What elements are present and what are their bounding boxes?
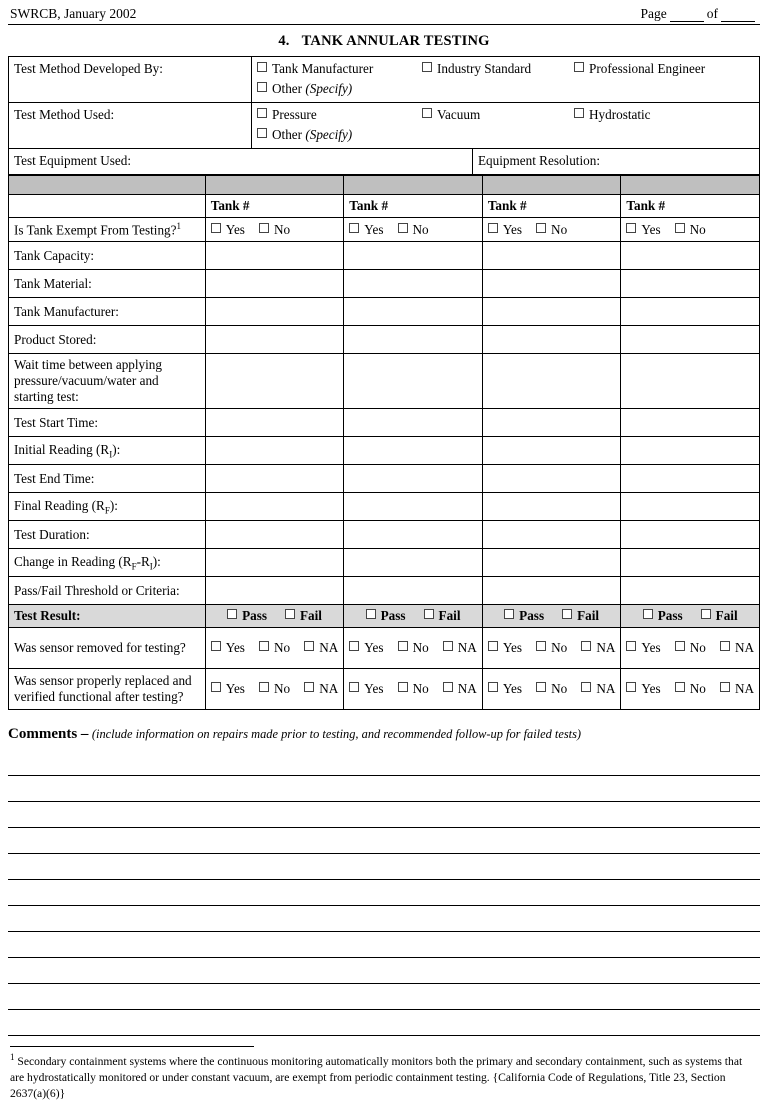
checkbox-box-icon[interactable] xyxy=(304,641,314,651)
test-method-used-row xyxy=(9,103,760,149)
gray-cell xyxy=(205,176,344,195)
wait-tank-1[interactable] xyxy=(205,354,344,409)
product-tank-2[interactable] xyxy=(344,326,483,354)
checkbox-box-icon[interactable] xyxy=(488,682,498,692)
checkbox-box-icon[interactable] xyxy=(443,641,453,651)
comment-line[interactable] xyxy=(8,984,760,1010)
checkbox-yes[interactable]: Yes xyxy=(626,681,660,697)
header-page-number xyxy=(641,6,759,22)
comment-line[interactable] xyxy=(8,802,760,828)
comments-area[interactable] xyxy=(8,750,760,1036)
checkbox-other-used[interactable] xyxy=(257,127,754,143)
checkbox-box-icon[interactable] xyxy=(259,682,269,692)
change-tank-1[interactable] xyxy=(205,549,344,577)
result-tank-3[interactable] xyxy=(482,605,621,628)
page-header xyxy=(8,4,760,22)
row-label-product-stored: Product Stored: xyxy=(9,326,206,354)
footnote-divider xyxy=(10,1046,254,1047)
page-word: Page xyxy=(640,6,667,21)
duration-tank-2[interactable] xyxy=(344,521,483,549)
checkbox-box-icon[interactable] xyxy=(536,641,546,651)
start-tank-1[interactable] xyxy=(205,409,344,437)
checkbox-no[interactable]: No xyxy=(536,640,567,656)
checkbox-box-icon[interactable] xyxy=(366,609,376,619)
table-row-duration xyxy=(9,521,760,549)
checkbox-na[interactable]: NA xyxy=(443,681,477,697)
table-row-start-time xyxy=(9,409,760,437)
checkbox-no[interactable]: No xyxy=(259,640,290,656)
checkbox-box-icon[interactable] xyxy=(304,682,314,692)
test-method-used-options xyxy=(252,103,760,149)
checkbox-box-icon[interactable] xyxy=(257,62,267,72)
end-tank-4[interactable] xyxy=(621,465,760,493)
test-method-developed-row xyxy=(9,57,760,103)
comment-line[interactable] xyxy=(8,776,760,802)
duration-tank-3[interactable] xyxy=(482,521,621,549)
exempt-tank-3[interactable] xyxy=(482,218,621,242)
row-label-initial-reading: Initial Reading $(R_I)$: xyxy=(9,437,206,465)
product-tank-1[interactable] xyxy=(205,326,344,354)
manufacturer-tank-4[interactable] xyxy=(621,298,760,326)
initial-tank-4[interactable] xyxy=(621,437,760,465)
table-row-end-time xyxy=(9,465,760,493)
checkbox-box-icon[interactable] xyxy=(398,641,408,651)
checkbox-box-icon[interactable] xyxy=(443,682,453,692)
checkbox-box-icon[interactable] xyxy=(675,641,685,651)
footnote-text: Secondary containment systems where the continuous monitoring automatically monitors both the primary and secondary containment, such as systems that are hydrostatically monitored or under constant vacuum, are exempt from periodic containment testing. {California Code of Regulations, Title 23, Section 2637(a)(6)} xyxy=(10,1055,743,1100)
material-tank-3[interactable] xyxy=(482,270,621,298)
sensor-replaced-tank-3[interactable] xyxy=(482,669,621,710)
checkbox-na[interactable]: NA xyxy=(720,681,754,697)
table-row-material xyxy=(9,270,760,298)
comment-line[interactable] xyxy=(8,880,760,906)
product-tank-4[interactable] xyxy=(621,326,760,354)
equipment-resolution-label[interactable]: Equipment Resolution: xyxy=(473,149,760,175)
checkbox-fail[interactable]: Fail xyxy=(562,608,599,624)
capacity-tank-2[interactable] xyxy=(344,242,483,270)
checkbox-box-icon[interactable] xyxy=(349,682,359,692)
checkbox-box-icon[interactable] xyxy=(211,223,221,233)
checkbox-yes[interactable]: Yes xyxy=(626,640,660,656)
gray-cell xyxy=(9,176,206,195)
start-tank-3[interactable] xyxy=(482,409,621,437)
checkbox-yes[interactable]: Yes xyxy=(211,681,245,697)
checkbox-yes[interactable]: Yes xyxy=(349,640,383,656)
checkbox-fail[interactable]: Fail xyxy=(424,608,461,624)
checkbox-box-icon[interactable] xyxy=(422,62,432,72)
checkbox-box-icon[interactable] xyxy=(424,609,434,619)
wait-tank-2[interactable] xyxy=(344,354,483,409)
checkbox-box-icon[interactable] xyxy=(562,609,572,619)
comment-line[interactable] xyxy=(8,750,760,776)
gray-cell xyxy=(482,176,621,195)
checkbox-pass[interactable]: Pass xyxy=(643,608,683,624)
manufacturer-tank-1[interactable] xyxy=(205,298,344,326)
checkbox-box-icon[interactable] xyxy=(720,641,730,651)
row-label-change-reading: Change in Reading $(R_F-R_I)$: xyxy=(9,549,206,577)
checkbox-professional-engineer[interactable] xyxy=(574,61,705,77)
change-tank-3[interactable] xyxy=(482,549,621,577)
tank-header-4[interactable]: Tank # xyxy=(621,195,760,218)
sensor-replaced-tank-4[interactable] xyxy=(621,669,760,710)
checkbox-no[interactable]: No xyxy=(398,681,429,697)
checkbox-no[interactable]: No xyxy=(259,222,290,238)
sensor-replaced-tank-1[interactable] xyxy=(205,669,344,710)
checkbox-na[interactable]: NA xyxy=(443,640,477,656)
row-label-exempt: Is Tank Exempt From Testing?$^1$ xyxy=(9,218,206,242)
sensor-removed-tank-2[interactable] xyxy=(344,628,483,669)
checkbox-na[interactable]: NA xyxy=(581,681,615,697)
checkbox-label: Other xyxy=(272,81,303,96)
tank-header-2[interactable]: Tank # xyxy=(344,195,483,218)
checkbox-box-icon[interactable] xyxy=(349,641,359,651)
capacity-tank-1[interactable] xyxy=(205,242,344,270)
checkbox-fail[interactable]: Fail xyxy=(701,608,738,624)
sensor-removed-tank-4[interactable] xyxy=(621,628,760,669)
duration-tank-1[interactable] xyxy=(205,521,344,549)
equipment-row xyxy=(9,149,760,175)
checkbox-box-icon[interactable] xyxy=(574,62,584,72)
footnote-marker: 1 xyxy=(176,221,181,231)
checkbox-box-icon[interactable] xyxy=(488,641,498,651)
table-row-final-reading xyxy=(9,493,760,521)
checkbox-yes[interactable]: Yes xyxy=(488,640,522,656)
table-row-initial-reading xyxy=(9,437,760,465)
checkbox-no[interactable]: No xyxy=(675,640,706,656)
checkbox-box-icon[interactable] xyxy=(536,682,546,692)
checkbox-no[interactable]: No xyxy=(675,222,706,238)
start-tank-4[interactable] xyxy=(621,409,760,437)
table-row-exempt xyxy=(9,218,760,242)
checkbox-box-icon[interactable] xyxy=(422,108,432,118)
checkbox-other-developed[interactable] xyxy=(257,81,754,97)
change-tank-2[interactable] xyxy=(344,549,483,577)
row-label-capacity: Tank Capacity: xyxy=(9,242,206,270)
table-row-threshold xyxy=(9,577,760,605)
checkbox-box-icon[interactable] xyxy=(581,641,591,651)
final-tank-3[interactable] xyxy=(482,493,621,521)
header-agency: SWRCB, January 2002 xyxy=(10,6,137,21)
row-label-final-reading: Final Reading $(R_F)$: xyxy=(9,493,206,521)
checkbox-no[interactable]: No xyxy=(259,681,290,697)
row-label-manufacturer: Tank Manufacturer: xyxy=(9,298,206,326)
checkbox-box-icon[interactable] xyxy=(675,682,685,692)
checkbox-pass[interactable]: Pass xyxy=(366,608,406,624)
checkbox-label: Professional Engineer xyxy=(589,61,706,76)
row-label-wait-time: Wait time between applying pressure/vacuum/water and starting test: xyxy=(9,354,206,409)
checkbox-box-icon[interactable] xyxy=(626,641,636,651)
initial-tank-1[interactable] xyxy=(205,437,344,465)
checkbox-box-icon[interactable] xyxy=(643,609,653,619)
checkbox-na[interactable]: NA xyxy=(581,640,615,656)
comment-line[interactable] xyxy=(8,1010,760,1036)
tank-header-row xyxy=(9,195,760,218)
checkbox-box-icon[interactable] xyxy=(285,609,295,619)
header-divider xyxy=(8,24,760,25)
comment-line[interactable] xyxy=(8,906,760,932)
checkbox-box-icon[interactable] xyxy=(259,223,269,233)
table-row-change-reading xyxy=(9,549,760,577)
checkbox-vacuum[interactable] xyxy=(422,107,574,123)
checkbox-box-icon[interactable] xyxy=(536,223,546,233)
row-label-sensor-removed: Was sensor removed for testing? xyxy=(9,628,206,669)
checkbox-box-icon[interactable] xyxy=(257,128,267,138)
final-tank-1[interactable] xyxy=(205,493,344,521)
checkbox-box-icon[interactable] xyxy=(626,223,636,233)
comment-line[interactable] xyxy=(8,958,760,984)
tank-header-3[interactable]: Tank # xyxy=(482,195,621,218)
test-method-table xyxy=(8,56,760,175)
specify-hint: (Specify) xyxy=(305,127,353,142)
checkbox-box-icon[interactable] xyxy=(398,223,408,233)
test-method-developed-options xyxy=(252,57,760,103)
checkbox-box-icon[interactable] xyxy=(211,682,221,692)
checkbox-box-icon[interactable] xyxy=(211,641,221,651)
table-row-sensor-replaced xyxy=(9,669,760,710)
material-tank-1[interactable] xyxy=(205,270,344,298)
checkbox-label: Industry Standard xyxy=(437,61,532,76)
empty-header-cell xyxy=(9,195,206,218)
of-word: of xyxy=(706,6,718,21)
checkbox-no[interactable]: No xyxy=(675,681,706,697)
comments-heading xyxy=(8,726,760,743)
product-tank-3[interactable] xyxy=(482,326,621,354)
checkbox-box-icon[interactable] xyxy=(581,682,591,692)
result-tank-4[interactable] xyxy=(621,605,760,628)
manufacturer-tank-3[interactable] xyxy=(482,298,621,326)
page-title xyxy=(8,33,760,50)
checkbox-pass[interactable]: Pass xyxy=(504,608,544,624)
result-tank-2[interactable] xyxy=(344,605,483,628)
footnote-marker: 1 xyxy=(10,1052,15,1063)
result-tank-1[interactable] xyxy=(205,605,344,628)
checkbox-label: Vacuum xyxy=(437,107,481,122)
checkbox-na[interactable]: NA xyxy=(304,640,338,656)
capacity-tank-3[interactable] xyxy=(482,242,621,270)
equipment-used-label[interactable]: Test Equipment Used: xyxy=(9,149,473,175)
checkbox-label: Pressure xyxy=(272,107,317,122)
section-number: 4. xyxy=(278,33,290,49)
checkbox-pass[interactable]: Pass xyxy=(227,608,267,624)
checkbox-label: Other xyxy=(272,127,303,142)
checkbox-yes[interactable]: Yes xyxy=(626,222,660,238)
checkbox-yes[interactable]: Yes xyxy=(488,681,522,697)
change-tank-4[interactable] xyxy=(621,549,760,577)
row-label-duration: Test Duration: xyxy=(9,521,206,549)
duration-tank-4[interactable] xyxy=(621,521,760,549)
checkbox-label: Tank Manufacturer xyxy=(272,61,374,76)
tank-header-1[interactable]: Tank # xyxy=(205,195,344,218)
page-number-blank[interactable] xyxy=(670,10,704,22)
capacity-tank-4[interactable] xyxy=(621,242,760,270)
sensor-replaced-tank-2[interactable] xyxy=(344,669,483,710)
checkbox-box-icon[interactable] xyxy=(259,641,269,651)
checkbox-yes[interactable]: Yes xyxy=(211,640,245,656)
checkbox-box-icon[interactable] xyxy=(574,108,584,118)
page-total-blank[interactable] xyxy=(721,10,755,22)
checkbox-box-icon[interactable] xyxy=(720,682,730,692)
row-label-test-result: Test Result: xyxy=(9,605,206,628)
checkbox-box-icon[interactable] xyxy=(504,609,514,619)
threshold-tank-4[interactable] xyxy=(621,577,760,605)
checkbox-box-icon[interactable] xyxy=(227,609,237,619)
material-tank-2[interactable] xyxy=(344,270,483,298)
checkbox-box-icon[interactable] xyxy=(675,223,685,233)
checkbox-fail[interactable]: Fail xyxy=(285,608,322,624)
table-row-manufacturer xyxy=(9,298,760,326)
checkbox-box-icon[interactable] xyxy=(488,223,498,233)
checkbox-box-icon[interactable] xyxy=(398,682,408,692)
checkbox-yes[interactable]: Yes xyxy=(488,222,522,238)
end-tank-3[interactable] xyxy=(482,465,621,493)
checkbox-industry-standard[interactable] xyxy=(422,61,574,77)
final-tank-4[interactable] xyxy=(621,493,760,521)
row-label-threshold: Pass/Fail Threshold or Criteria: xyxy=(9,577,206,605)
checkbox-yes[interactable]: Yes xyxy=(349,681,383,697)
checkbox-no[interactable]: No xyxy=(536,681,567,697)
threshold-tank-1[interactable] xyxy=(205,577,344,605)
tank-data-table xyxy=(8,175,760,710)
end-tank-1[interactable] xyxy=(205,465,344,493)
checkbox-pressure[interactable] xyxy=(257,107,422,123)
row-label-start-time: Test Start Time: xyxy=(9,409,206,437)
checkbox-box-icon[interactable] xyxy=(349,223,359,233)
checkbox-label: Hydrostatic xyxy=(589,107,651,122)
comment-line[interactable] xyxy=(8,854,760,880)
exempt-tank-2[interactable] xyxy=(344,218,483,242)
material-tank-4[interactable] xyxy=(621,270,760,298)
table-row-test-result xyxy=(9,605,760,628)
end-tank-2[interactable] xyxy=(344,465,483,493)
gray-cell xyxy=(344,176,483,195)
checkbox-na[interactable]: NA xyxy=(304,681,338,697)
sensor-removed-tank-1[interactable] xyxy=(205,628,344,669)
row-label-material: Tank Material: xyxy=(9,270,206,298)
threshold-tank-2[interactable] xyxy=(344,577,483,605)
section-title: TANK ANNULAR TESTING xyxy=(301,33,490,49)
checkbox-box-icon[interactable] xyxy=(257,82,267,92)
gray-cell xyxy=(621,176,760,195)
checkbox-no[interactable]: No xyxy=(398,222,429,238)
specify-hint: (Specify) xyxy=(305,81,353,96)
footnote xyxy=(8,1051,760,1101)
gray-spacer-row xyxy=(9,176,760,195)
test-method-used-label: Test Method Used: xyxy=(9,103,252,149)
wait-tank-4[interactable] xyxy=(621,354,760,409)
initial-tank-3[interactable] xyxy=(482,437,621,465)
final-tank-2[interactable] xyxy=(344,493,483,521)
checkbox-box-icon[interactable] xyxy=(701,609,711,619)
checkbox-box-icon[interactable] xyxy=(257,108,267,118)
exempt-tank-4[interactable] xyxy=(621,218,760,242)
threshold-tank-3[interactable] xyxy=(482,577,621,605)
checkbox-na[interactable]: NA xyxy=(720,640,754,656)
row-label-end-time: Test End Time: xyxy=(9,465,206,493)
comment-line[interactable] xyxy=(8,828,760,854)
checkbox-no[interactable]: No xyxy=(398,640,429,656)
checkbox-yes[interactable]: Yes xyxy=(349,222,383,238)
comments-label: Comments – xyxy=(8,726,89,743)
table-row-sensor-removed xyxy=(9,628,760,669)
checkbox-no[interactable]: No xyxy=(536,222,567,238)
manufacturer-tank-2[interactable] xyxy=(344,298,483,326)
table-row-wait-time xyxy=(9,354,760,409)
checkbox-box-icon[interactable] xyxy=(626,682,636,692)
comment-line[interactable] xyxy=(8,932,760,958)
sensor-removed-tank-3[interactable] xyxy=(482,628,621,669)
initial-tank-2[interactable] xyxy=(344,437,483,465)
exempt-tank-1[interactable] xyxy=(205,218,344,242)
checkbox-hydrostatic[interactable] xyxy=(574,107,651,123)
start-tank-2[interactable] xyxy=(344,409,483,437)
row-label-sensor-replaced: Was sensor properly replaced and verified functional after testing? xyxy=(9,669,206,710)
comments-instruction: (include information on repairs made prior to testing, and recommended follow-up for failed tests) xyxy=(91,727,582,742)
checkbox-yes[interactable]: Yes xyxy=(211,222,245,238)
table-row-product-stored xyxy=(9,326,760,354)
table-row-capacity xyxy=(9,242,760,270)
test-method-developed-label: Test Method Developed By: xyxy=(9,57,252,103)
checkbox-tank-manufacturer[interactable] xyxy=(257,61,422,77)
wait-tank-3[interactable] xyxy=(482,354,621,409)
